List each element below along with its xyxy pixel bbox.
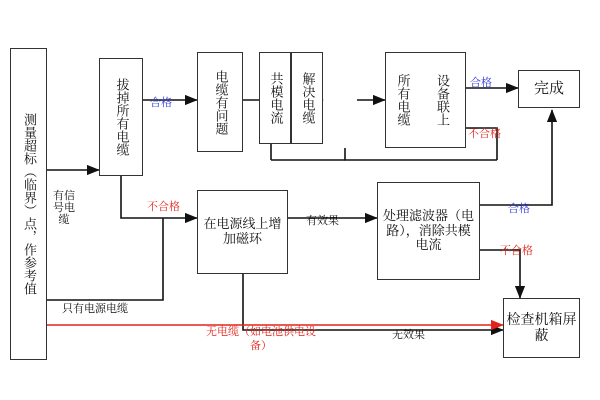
node-cable-problem[interactable] <box>197 52 243 152</box>
edge-label-signal-cable: 有信号电缆 <box>53 190 75 227</box>
node-add-ferrite[interactable] <box>197 190 288 274</box>
node-cable-problem-label: 电缆有问题 <box>213 69 229 135</box>
edge-label-fail-2: 不合格 <box>468 127 501 140</box>
node-filter-circuit-label: 处理滤波器（电路），消除共模电流 <box>382 208 474 253</box>
edge-label-no-cable: 无电缆（如电池供电设备） <box>206 325 316 352</box>
node-device-connected-label: 设备联上 <box>434 74 450 126</box>
node-filter-circuit[interactable] <box>377 182 480 280</box>
node-solve-cable-label: 解决电缆 <box>300 72 316 124</box>
edge-label-pass-1: 合格 <box>150 96 172 109</box>
node-all-cables-label: 所有电缆 <box>395 74 411 126</box>
edge-label-pass-3: 合格 <box>508 202 530 215</box>
node-common-mode-current-label: 共模电流 <box>268 72 284 124</box>
edge-label-no-effect: 无效果 <box>392 328 425 341</box>
edge-label-power-cable-only: 只有电源电缆 <box>62 302 128 315</box>
node-add-ferrite-label: 在电源线上增加磁环 <box>203 216 282 246</box>
node-done-label: 完成 <box>533 79 564 97</box>
node-unplug-all-cables-label: 拔掉所有电缆 <box>114 78 130 156</box>
node-all-cables[interactable] <box>385 52 418 148</box>
edge-label-pass-2: 合格 <box>470 76 492 89</box>
node-device-connected[interactable] <box>418 52 466 148</box>
node-start[interactable] <box>10 48 47 360</box>
node-done[interactable] <box>518 70 580 108</box>
edge-label-fail-1: 不合格 <box>147 200 180 213</box>
edge-label-effective: 有效果 <box>306 214 339 227</box>
node-unplug-all-cables[interactable] <box>99 58 143 176</box>
edge-label-fail-3: 不合格 <box>500 244 533 257</box>
node-common-mode-current[interactable] <box>259 52 291 144</box>
node-check-shielding-label: 检查机箱屏蔽 <box>506 311 577 343</box>
node-check-shielding[interactable] <box>503 298 580 358</box>
node-start-label: 测量超标（临界）点，作参考值 <box>21 113 37 295</box>
node-solve-cable[interactable] <box>291 52 323 144</box>
